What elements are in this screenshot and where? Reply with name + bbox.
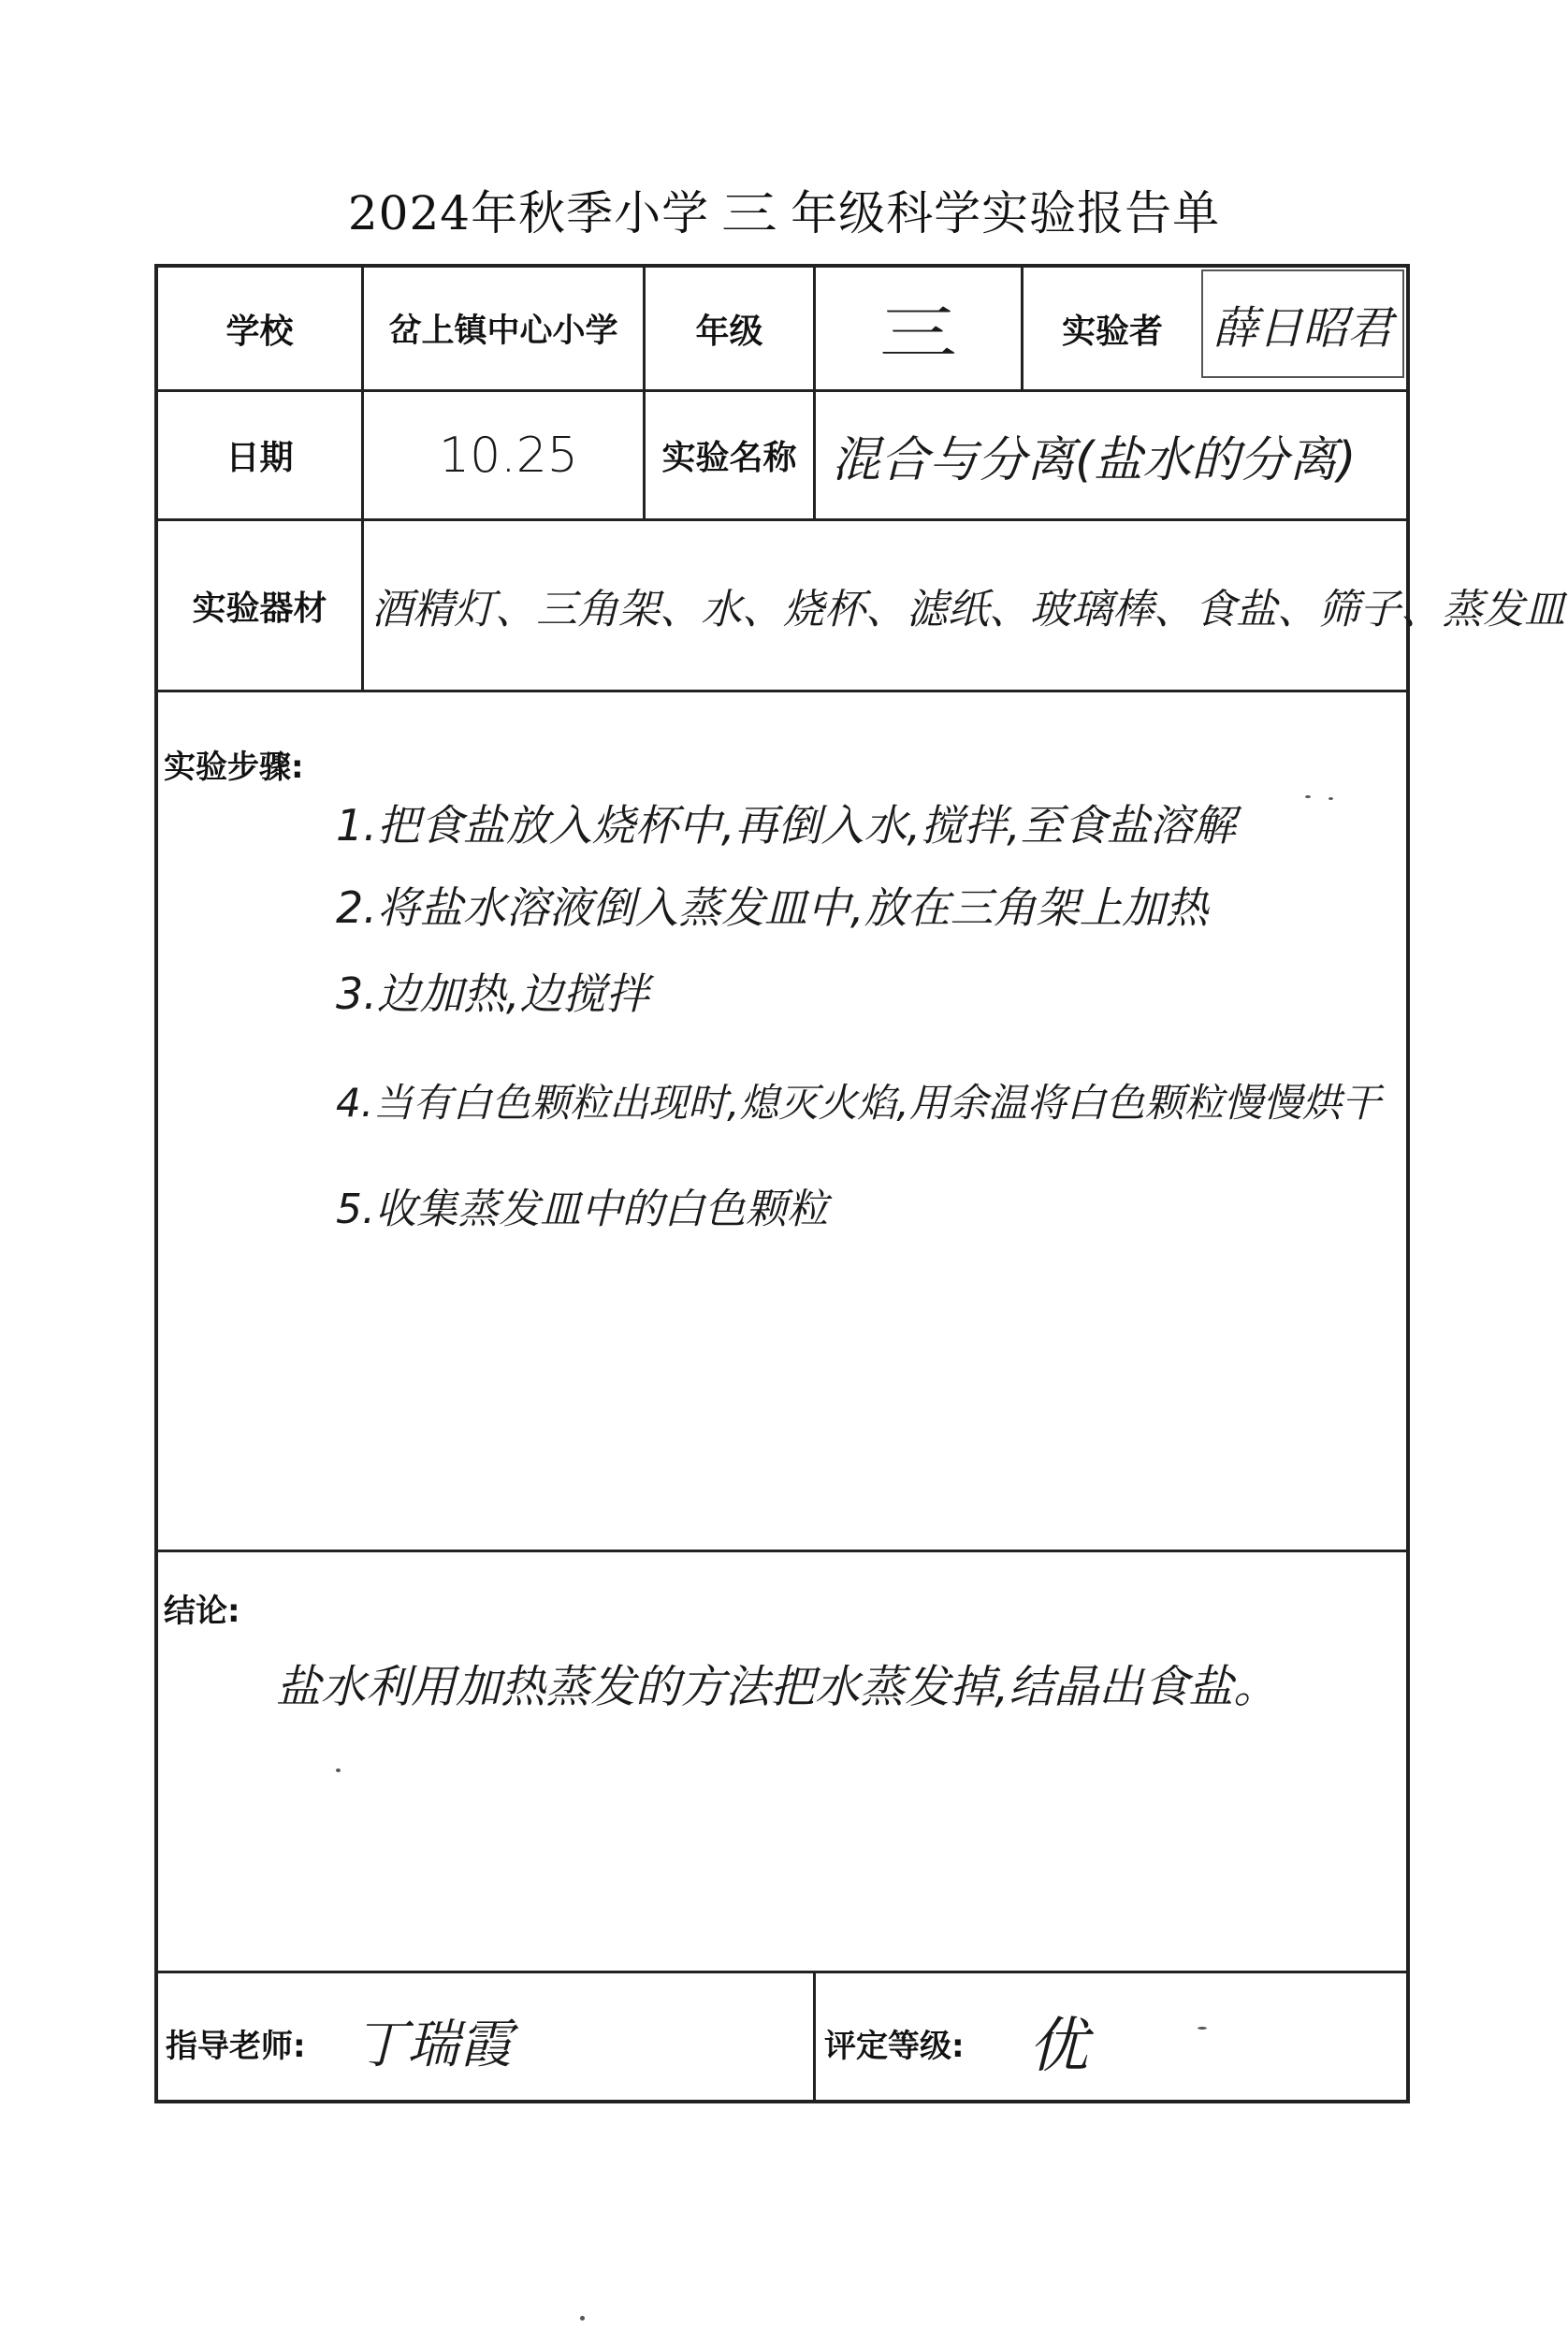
scan-speck <box>1328 797 1333 800</box>
experimenter-label: 实验者 <box>1061 312 1163 351</box>
grade-value: 三 <box>878 299 958 369</box>
steps-label: 实验步骤: <box>164 749 304 786</box>
step-item: 3.边加热,边搅拌 <box>336 968 649 1019</box>
scan-speck <box>336 1768 341 1772</box>
title-suffix: 年级科学实验报告单 <box>791 186 1221 240</box>
date-label: 日期 <box>225 439 294 477</box>
report-title <box>0 176 1568 243</box>
row-divider <box>158 690 1406 692</box>
scan-speck <box>580 2316 585 2321</box>
column-divider <box>813 1971 816 2103</box>
grade-label: 年级 <box>695 312 763 351</box>
experiment-name-value: 混合与分离(盐水的分离) <box>832 432 1357 488</box>
title-grade-handwritten: 三 <box>721 186 779 240</box>
step-item: 5.收集蒸发皿中的白色颗粒 <box>336 1186 828 1233</box>
date-value: 10.25 <box>439 427 578 484</box>
rating-label: 评定等级: <box>824 2028 965 2065</box>
scan-speck <box>1305 795 1311 798</box>
conclusion-text: 盐水利用加热蒸发的方法把水蒸发掉,结晶出食盐。 <box>276 1661 1279 1713</box>
school-label: 学校 <box>225 312 294 351</box>
materials-label: 实验器材 <box>192 589 327 628</box>
conclusion-label: 结论: <box>164 1593 240 1630</box>
teacher-label: 指导老师: <box>166 2028 306 2065</box>
experimenter-signature: 薛日昭君 <box>1201 269 1404 378</box>
title-prefix: 2024年秋季小学 <box>347 186 710 240</box>
row-divider <box>158 1550 1406 1552</box>
scan-speck <box>1198 2027 1207 2030</box>
step-item: 2.将盐水溶液倒入蒸发皿中,放在三角架上加热 <box>336 882 1209 933</box>
materials-value: 酒精灯、三角架、水、烧杯、滤纸、玻璃棒、食盐、筛子、蒸发皿 <box>371 586 1565 633</box>
rating-value: 优 <box>1028 2012 1088 2081</box>
step-item: 4.当有白色颗粒出现时,熄灭火焰,用余温将白色颗粒慢慢烘干 <box>336 1080 1381 1126</box>
row-divider <box>158 1971 1406 1973</box>
school-value: 岔上镇中心小学 <box>388 313 618 350</box>
report-form <box>154 264 1565 2103</box>
experiment-name-label: 实验名称 <box>661 439 797 477</box>
teacher-signature: 丁瑞霞 <box>355 2015 512 2075</box>
step-item: 1.把食盐放入烧杯中,再倒入水,搅拌,至食盐溶解 <box>336 800 1236 851</box>
